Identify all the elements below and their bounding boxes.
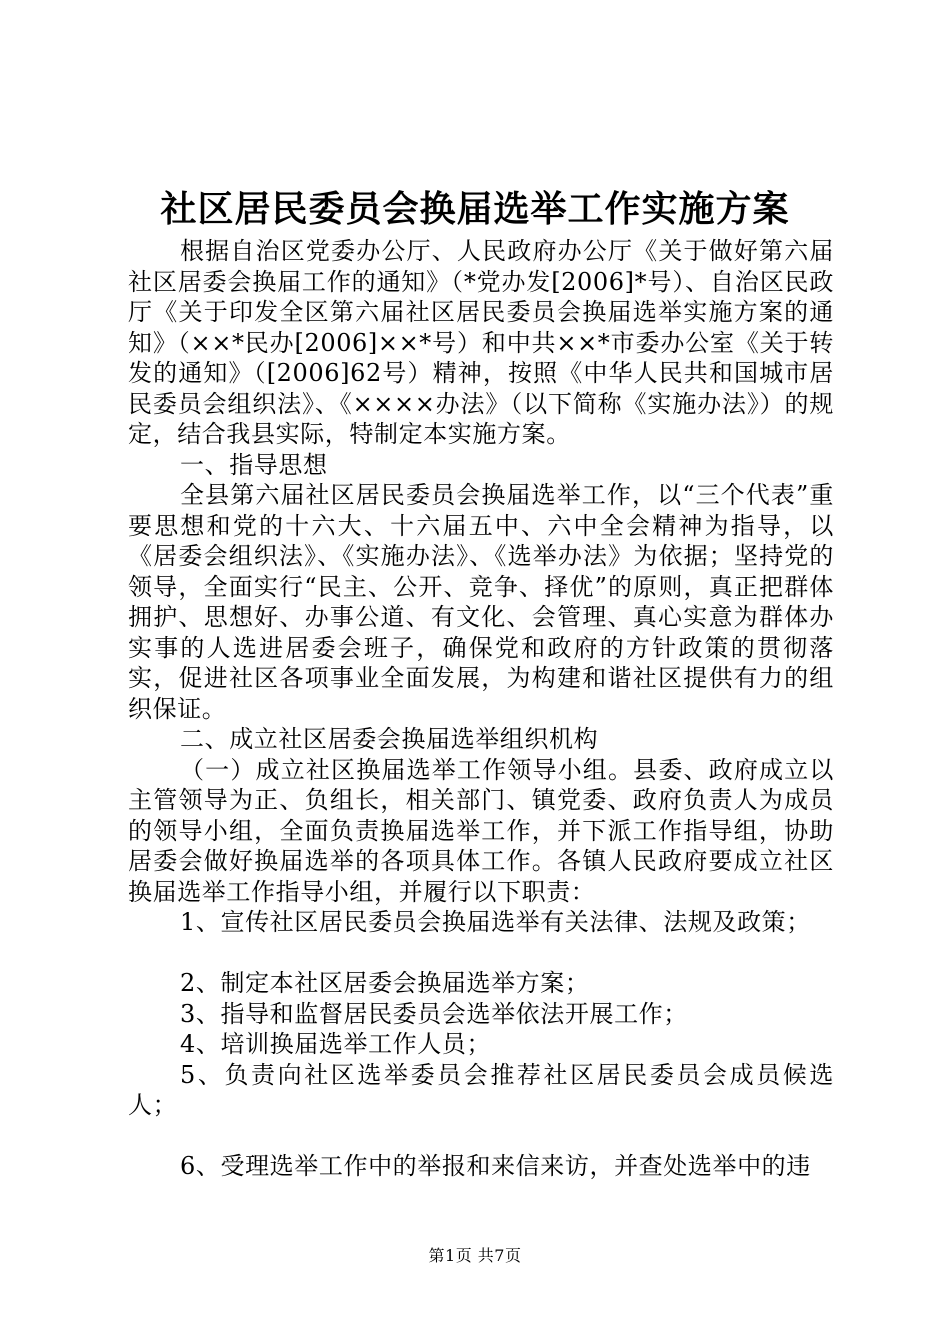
duty-item-3: 3、指导和监督居民委员会选举依法开展工作；	[180, 999, 688, 1028]
section-heading-guiding-ideology: 一、指导思想	[180, 450, 328, 479]
guiding-ideology-paragraph: 全县第六届社区居民委员会换届选举工作，以“三个代表”重要思想和党的十六大、十六届五中、六中全会精神为指导，以《居委会组织法》、《实施办法》、《选举办法》为依据；坚持党的领导，全面实行“民主、公开、竞争、择优”的原则，真正把群体拥护、思想好、办事公道、有文化、会管理、真心实意为群体办实事的人选进居委会班子，确保党和政府的方针政策的贯彻落实，促进社区各项事业全面发展，为构建和谐社区提供有力的组织保证。	[128, 481, 834, 723]
duty-item-4: 4、培训换届选举工作人员；	[180, 1030, 492, 1058]
section-heading-organization: 二、成立社区居委会换届选举组织机构	[180, 725, 599, 753]
duty-item-5: 5、负责向社区选举委员会推荐社区居民委员会成员候选人；	[128, 1060, 834, 1119]
duty-item-6: 6、受理选举工作中的举报和来信来访，并查处选举中的违	[180, 1152, 811, 1180]
document-body	[128, 236, 834, 1182]
page-number-footer: 第1页 共7页	[428, 1246, 522, 1265]
duty-item-1: 1、宣传社区居民委员会换届选举有关法律、法规及政策；	[180, 908, 811, 936]
document-title: 社区居民委员会换届选举工作实施方案	[160, 188, 790, 230]
organization-paragraph: （一）成立社区换届选举工作领导小组。县委、政府成立以主管领导为正、负组长，相关部门、镇党委、政府负责人为成员的领导小组，全面负责换届选举工作，并下派工作指导组，协助居委会做好换届选举的各项具体工作。各镇人民政府要成立社区换届选举工作指导小组，并履行以下职责：	[128, 755, 834, 906]
intro-paragraph: 根据自治区党委办公厅、人民政府办公厅《关于做好第六届社区居委会换届工作的通知》（*党办发[2006]*号）、自治区民政厅《关于印发全区第六届社区居民委员会换届选举实施方案的通知》（××*民办[2006]××*号）和中共××*市委办公室《关于转发的通知》（[2006]62号）精神，按照《中华人民共和国城市居民委员会组织法》、《××××办法》（以下简称《实施办法》）的规定，结合我县实际，特制定本实施方案。	[128, 237, 834, 448]
duty-item-2: 2、制定本社区居委会换届选举方案；	[180, 969, 590, 997]
